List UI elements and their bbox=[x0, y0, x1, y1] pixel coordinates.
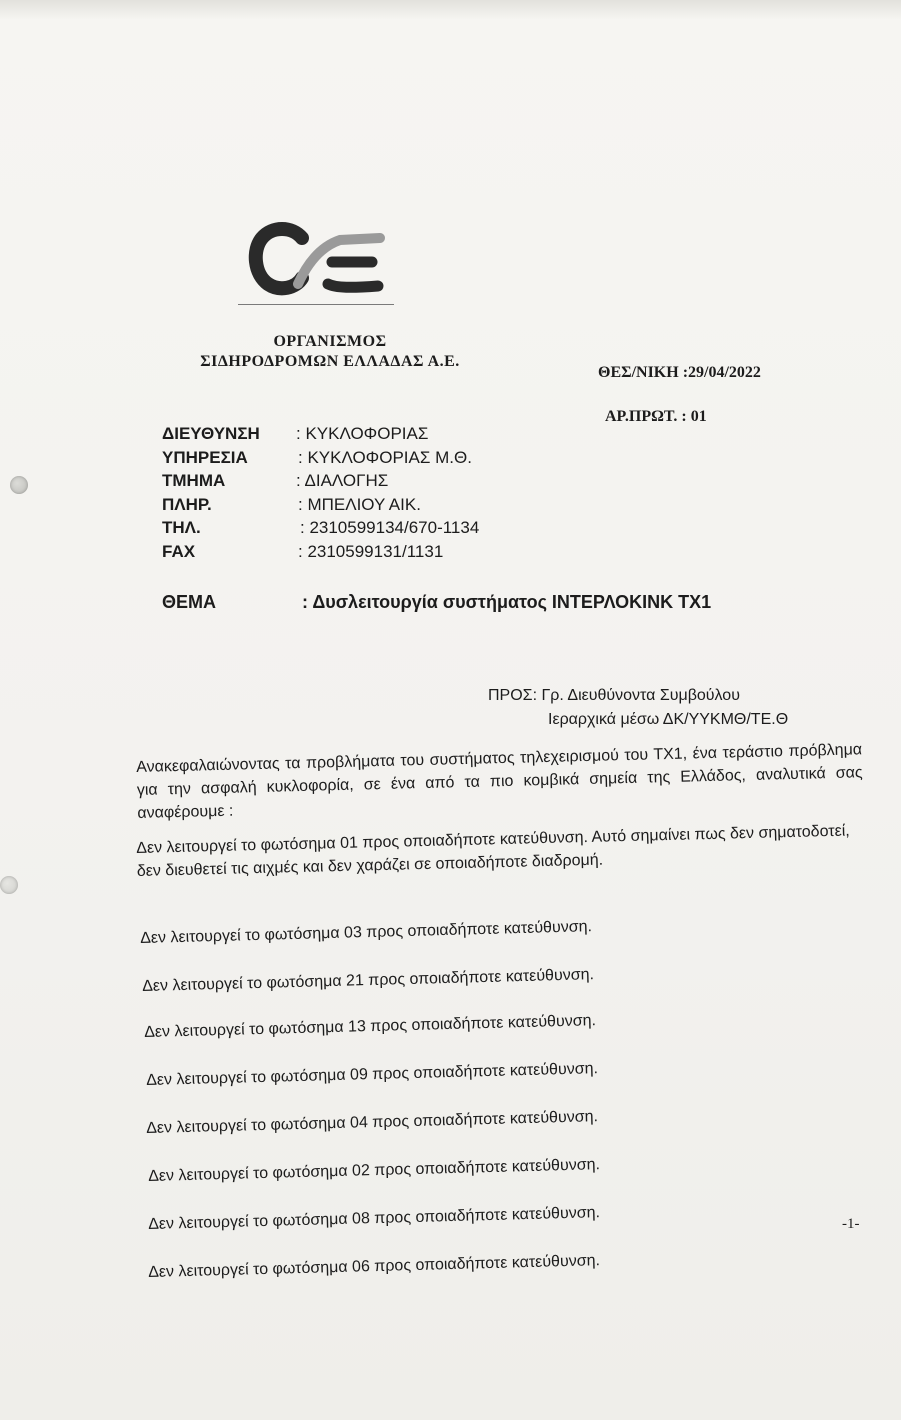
ose-logo bbox=[240, 218, 392, 310]
info-value: : ΜΠΕΛΙΟΥ ΑΙΚ. bbox=[298, 494, 421, 514]
info-label: ΔΙΕΥΘΥΝΣΗ bbox=[162, 424, 260, 443]
subject-value: : Δυσλειτουργία συστήματος ΙΝΤΕΡΛΟΚΙΝΚ ΤΧ1 bbox=[302, 592, 712, 612]
protocol-number: ΑΡ.ΠΡΩΤ. : 01 bbox=[605, 408, 707, 425]
fault-line: Δεν λειτουργεί το φωτόσημα 21 προς οποιαδήποτε κατεύθυνση. bbox=[142, 966, 595, 995]
page-top-shadow bbox=[0, 0, 901, 20]
info-label: ΤΗΛ. bbox=[162, 518, 201, 537]
info-value: : 2310599131/1131 bbox=[298, 541, 444, 561]
fault-line: Δεν λειτουργεί το φωτόσημα 13 προς οποιαδήποτε κατεύθυνση. bbox=[144, 1012, 597, 1041]
subject-line bbox=[162, 592, 711, 613]
subject-label: ΘΕΜΑ bbox=[162, 592, 216, 612]
letter-body bbox=[136, 741, 863, 883]
recipient-line-2: Ιεραρχικά μέσω ΔΚ/ΥΥΚΜΘ/ΤΕ.Θ bbox=[548, 711, 789, 728]
info-label: FAX bbox=[162, 541, 196, 561]
recipient-block bbox=[488, 684, 788, 732]
info-label: ΤΜΗΜΑ bbox=[162, 471, 226, 490]
punch-hole bbox=[10, 476, 28, 494]
info-value: : ΚΥΚΛΟΦΟΡΙΑΣ bbox=[296, 424, 429, 443]
info-value: : ΚΥΚΛΟΦΟΡΙΑΣ Μ.Θ. bbox=[298, 447, 472, 467]
fault-line: Δεν λειτουργεί το φωτόσημα 02 προς οποιαδήποτε κατεύθυνση. bbox=[148, 1156, 601, 1185]
fault-line: Δεν λειτουργεί το φωτόσημα 04 προς οποιαδήποτε κατεύθυνση. bbox=[146, 1108, 599, 1137]
fault-line: Δεν λειτουργεί το φωτόσημα 06 προς οποιαδήποτε κατεύθυνση. bbox=[148, 1252, 601, 1281]
info-value: : 2310599134/670-1134 bbox=[300, 518, 480, 537]
recipient-line-1: ΠΡΟΣ: Γρ. Διευθύνοντα Συμβούλου bbox=[488, 687, 740, 704]
info-label: ΠΛΗΡ. bbox=[162, 494, 212, 514]
page-number: -1- bbox=[842, 1216, 860, 1232]
punch-hole bbox=[0, 876, 18, 894]
logo-underline bbox=[238, 304, 394, 305]
organization-line-2: ΣΙΔΗΡΟΔΡΟΜΩΝ ΕΛΛΑΔΑΣ Α.Ε. bbox=[200, 353, 460, 370]
document-date: ΘΕΣ/ΝΙΚΗ :29/04/2022 bbox=[598, 364, 761, 381]
first-fault-paragraph: Δεν λειτουργεί το φωτόσημα 01 προς οποιαδήποτε κατεύθυνση. Αυτό σημαίνει πως δεν σηματοδοτεί, δεν διευθετεί τις αιχμές και δεν χαράζει σε οποιαδήποτε διαδρομή. bbox=[136, 822, 850, 880]
info-label: ΥΠΗΡΕΣΙΑ bbox=[162, 447, 248, 467]
fault-line: Δεν λειτουργεί το φωτόσημα 03 προς οποιαδήποτε κατεύθυνση. bbox=[140, 918, 593, 947]
fault-line: Δεν λειτουργεί το φωτόσημα 08 προς οποιαδήποτε κατεύθυνση. bbox=[148, 1204, 601, 1233]
intro-paragraph: Ανακεφαλαιώνοντας τα προβλήματα του συστήματος τηλεχειρισμού του ΤΧ1, ένα τεράστιο πρόβλημα για την ασφαλή κυκλοφορία, σε ένα από τα πιο κομβικά σημεία της Ελλάδος, αναλυτικά σας αναφέρουμε : bbox=[136, 741, 863, 822]
fault-line: Δεν λειτουργεί το φωτόσημα 09 προς οποιαδήποτε κατεύθυνση. bbox=[146, 1060, 599, 1089]
organization-name bbox=[160, 332, 500, 372]
organization-line-1: ΟΡΓΑΝΙΣΜΟΣ bbox=[273, 333, 387, 350]
info-value: : ΔΙΑΛΟΓΗΣ bbox=[296, 471, 389, 490]
